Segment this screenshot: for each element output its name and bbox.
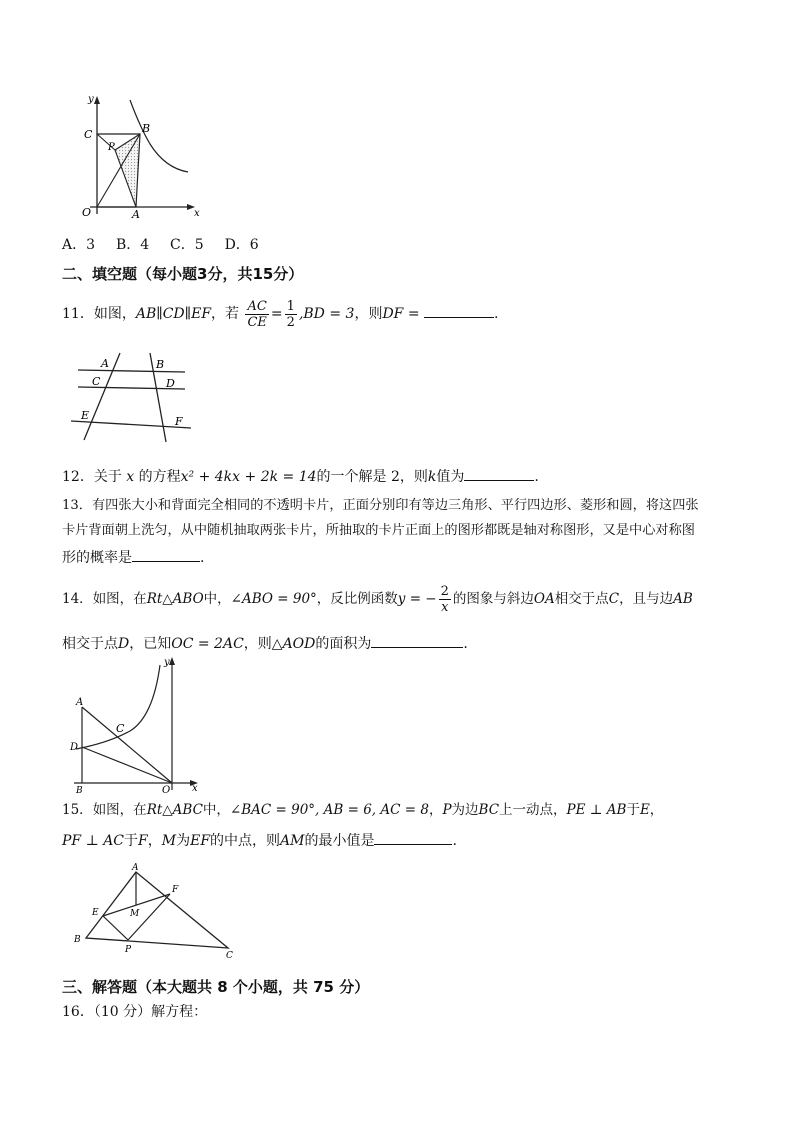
q11-fraction-ac-ce: $\frac{AC}{CE}$	[247, 298, 267, 330]
q14-text9: ，则	[243, 636, 272, 652]
label-A: A	[132, 208, 140, 221]
q11-number: 11．	[62, 306, 94, 322]
q15-ef: EF	[190, 833, 211, 849]
q13-end: .	[200, 550, 205, 566]
q12-var-x: x	[126, 469, 135, 485]
q14-point-c: C	[608, 591, 620, 607]
q14-text8: ，已知	[129, 636, 172, 652]
q14-point-d: D	[118, 636, 130, 652]
q13-line1: 13．有四张大小和背面完全相同的不透明卡片，正面分别印有等边三角形、平行四边形、菱形和圆，将这四张	[62, 498, 699, 513]
q12-var-k: k	[427, 469, 437, 485]
q15-pe-ab: PE ⊥ AB	[566, 802, 627, 818]
q14-function: y = −	[397, 591, 437, 607]
label-x: x	[192, 783, 198, 794]
q11-text2: ，若	[211, 306, 240, 322]
label-E: E	[92, 908, 99, 918]
q15-am: AM	[280, 833, 305, 849]
label-y: y	[88, 94, 94, 105]
section2-title: 二、填空题（每小题3分，共15分）	[62, 265, 304, 283]
segment-DO	[82, 747, 172, 783]
q14-aod: △AOD	[271, 636, 316, 652]
triangle-ABC	[86, 872, 228, 948]
label-C: C	[84, 128, 93, 141]
q15-line1	[62, 801, 663, 819]
label-B: B	[142, 122, 151, 135]
q14-text1: 如图，在	[92, 591, 147, 607]
q11-fraction-half: $\frac{1}{2}$	[286, 298, 295, 330]
label-F: F	[172, 885, 179, 895]
q12-text3: 的一个解是 2，则	[316, 469, 428, 485]
q15-answer-blank[interactable]	[374, 830, 452, 845]
q13-line3	[62, 547, 204, 567]
q15-text10: 为	[176, 833, 191, 849]
figure-q11	[68, 350, 198, 445]
q12	[62, 466, 539, 486]
q12-number: 12．	[62, 469, 94, 485]
q15-point-f: F	[138, 833, 148, 849]
q15-text6: 于	[626, 802, 640, 818]
q15-point-e: E	[639, 802, 650, 818]
label-A: A	[132, 863, 139, 873]
label-A: A	[76, 697, 84, 708]
figure-q15	[68, 860, 243, 960]
q11-equals: =	[270, 306, 283, 322]
q12-text1: 关于	[93, 469, 122, 485]
q11-bd: ,BD = 3	[298, 306, 355, 322]
q15-text3: ，	[428, 802, 443, 818]
option-b: B．4	[115, 237, 150, 253]
label-O: O	[82, 206, 92, 219]
q15-text12: 的最小值是	[304, 833, 375, 849]
q14-end: .	[463, 636, 468, 652]
q14-fraction: $\frac{2}{x}$	[440, 584, 449, 615]
label-M: M	[130, 909, 140, 919]
q15-point-p: P	[442, 802, 452, 818]
q14-oc-2ac: OC = 2AC	[171, 636, 244, 652]
label-C: C	[92, 375, 101, 388]
q14-text7: 相交于点	[62, 636, 118, 652]
q15-number: 15．	[62, 802, 93, 818]
q11-answer-blank[interactable]	[424, 303, 494, 318]
label-B: B	[156, 358, 165, 371]
label-A: A	[101, 357, 109, 370]
figure-q14	[68, 655, 208, 795]
label-D: D	[166, 377, 175, 390]
q15-text2: 中，	[202, 802, 230, 818]
q15-line2	[62, 830, 457, 850]
label-F: F	[175, 415, 183, 428]
label-P: P	[108, 142, 115, 153]
figure-q10	[70, 92, 210, 227]
line-AB	[78, 370, 185, 372]
q15-text4: 为边	[451, 802, 479, 818]
label-D: D	[70, 742, 79, 753]
label-C: C	[226, 951, 233, 961]
q14-angle: ∠ABO = 90°	[230, 591, 317, 607]
q14-text3: ，反比例函数	[316, 591, 398, 607]
q12-equation: x² + 4kx + 2k = 14	[180, 469, 317, 485]
q14-text5: 相交于点	[554, 591, 609, 607]
q13-text3: 形的概率是	[62, 550, 132, 566]
q12-answer-blank[interactable]	[464, 466, 534, 481]
q15-text11: 的中点，则	[210, 833, 281, 849]
label-C: C	[116, 722, 125, 735]
q13-line2: 卡片背面朝上洗匀，从中随机抽取两张卡片，所抽取的卡片正面上的图形都既是轴对称图形，又是中心对称图	[62, 523, 695, 538]
q14-text6: ，且与边	[619, 591, 674, 607]
q14-text10: 的面积为	[315, 636, 372, 652]
label-B: B	[76, 786, 83, 796]
q15-text9: ，	[147, 833, 162, 849]
hyperbola-curve	[76, 665, 160, 749]
q12-end: .	[534, 469, 539, 485]
q15-point-m: M	[161, 833, 177, 849]
option-a: A．3	[62, 237, 96, 253]
q14-line2	[62, 633, 468, 653]
q11	[62, 297, 498, 331]
label-O: O	[162, 785, 171, 796]
y-arrow	[94, 96, 100, 104]
q14-line1	[62, 582, 693, 616]
q15-text7: ，	[649, 802, 664, 818]
q14-text2: 中，	[203, 591, 231, 607]
q14-ab: AB	[673, 591, 693, 607]
q11-parallel: AB∥CD∥EF	[135, 306, 212, 322]
q13-answer-blank[interactable]	[132, 547, 200, 562]
q14-oa: OA	[533, 591, 555, 607]
option-d: D．6	[224, 237, 259, 253]
q11-text1: 如图，	[93, 306, 136, 322]
q15-text8: 于	[124, 833, 139, 849]
q11-text3: ，则	[354, 306, 383, 322]
q12-text4: 值为	[436, 469, 465, 485]
q15-end: .	[452, 833, 457, 849]
label-E: E	[81, 409, 90, 422]
label-B: B	[74, 935, 81, 945]
q15-given: ∠BAC = 90°, AB = 6, AC = 8	[229, 802, 429, 818]
y-arrow	[169, 657, 175, 665]
q15-text1: 如图，在	[92, 802, 147, 818]
q14-answer-blank[interactable]	[371, 633, 463, 648]
q15-pf-ac: PF ⊥ AC	[62, 833, 125, 849]
q11-end: .	[494, 306, 499, 322]
q15-bc: BC	[478, 802, 500, 818]
q15-triangle: Rt△ABC	[146, 802, 203, 818]
q14-text4: 的图象与斜边	[452, 591, 534, 607]
label-P: P	[125, 945, 132, 955]
option-c: C．5	[170, 237, 204, 253]
q16: 16．（10 分）解方程：	[62, 1004, 208, 1020]
q11-df: DF =	[382, 306, 420, 322]
q10-options	[62, 236, 259, 254]
q12-text2: 的方程	[138, 469, 181, 485]
q14-number: 14．	[62, 591, 93, 607]
label-x: x	[194, 208, 200, 219]
section3-title: 三、解答题（本大题共 8 个小题，共 75 分）	[62, 978, 370, 996]
segment-PE	[103, 916, 128, 940]
q14-triangle: Rt△ABO	[146, 591, 204, 607]
label-y: y	[164, 657, 170, 668]
q15-text5: 上一动点，	[499, 802, 567, 818]
